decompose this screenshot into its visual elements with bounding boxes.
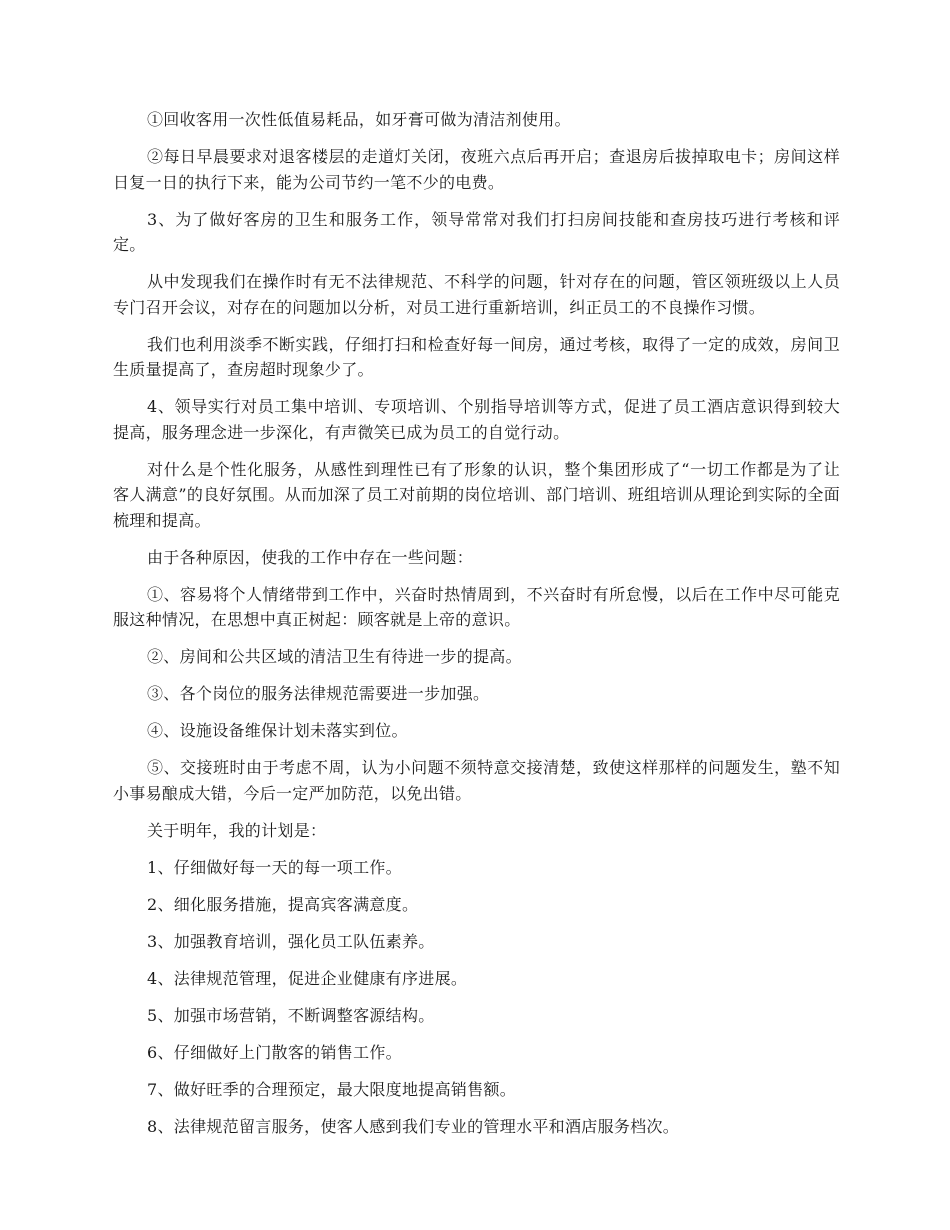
paragraph-10: ②、房间和公共区域的清洁卫生有待进一步的提高。 — [147, 647, 522, 666]
paragraph-20: 6、仔细做好上门散客的销售工作。 — [147, 1042, 402, 1062]
paragraph-19: 5、加强市场营销，不断调整客源结构。 — [147, 1005, 435, 1025]
paragraph-18: 4、法律规范管理，促进企业健康有序进展。 — [147, 968, 468, 988]
paragraph-12: ④、设施设备维保计划未落实到位。 — [147, 721, 408, 740]
paragraph-17: 3、加强教育培训，强化员工队伍素养。 — [147, 931, 435, 951]
paragraph-21: 7、做好旺季的合理预定，最大限度地提高销售额。 — [147, 1079, 517, 1099]
paragraph-7: 对什么是个性化服务，从感性到理性已有了形象的认识，整个集团形成了“一切工作都是为了让客人满意”的良好氛围。从而加深了员工对前期的岗位培训、部门培训、班组培训从理论到实际的全面梳理和提高。 — [113, 459, 840, 530]
paragraph-2: ②每日早晨要求对退客楼层的走道灯关闭，夜班六点后再开启；查退房后拔掉取电卡；房间这样日复一日的执行下来，能为公司节约一笔不少的电费。 — [113, 147, 840, 192]
document-page — [113, 107, 840, 1151]
paragraph-8: 由于各种原因，使我的工作中存在一些问题： — [147, 547, 474, 567]
paragraph-16: 2、细化服务措施，提高宾客满意度。 — [147, 894, 419, 914]
paragraph-5: 我们也利用淡季不断实践，仔细打扫和检查好每一间房，通过考核，取得了一定的成效，房间卫生质量提高了，查房超时现象少了。 — [113, 334, 840, 379]
paragraph-14: 关于明年，我的计划是： — [147, 820, 327, 840]
paragraph-11: ③、各个岗位的服务法律规范需要进一步加强。 — [147, 684, 490, 703]
paragraph-9: ①、容易将个人情绪带到工作中，兴奋时热情周到，不兴奋时有所怠慢，以后在工作中尽可能克服这种情况，在思想中真正树起：顾客就是上帝的意识。 — [113, 584, 840, 629]
paragraph-1: ①回收客用一次性低值易耗品，如牙膏可做为清洁剂使用。 — [147, 110, 571, 129]
paragraph-15: 1、仔细做好每一天的每一项工作。 — [147, 857, 402, 877]
paragraph-4: 从中发现我们在操作时有无不法律规范、不科学的问题，针对存在的问题，管区领班级以上人员专门召开会议，对存在的问题加以分析，对员工进行重新培训，纠正员工的不良操作习惯。 — [113, 272, 840, 317]
paragraph-6: 4、领导实行对员工集中培训、专项培训、个别指导培训等方式，促进了员工酒店意识得到较大提高，服务理念进一步深化，有声微笑已成为员工的自觉行动。 — [113, 397, 840, 442]
paragraph-13: ⑤、交接班时由于考虑不周，认为小问题不须特意交接清楚，致使这样那样的问题发生，塾不知小事易酿成大错，今后一定严加防范，以免出错。 — [113, 758, 840, 803]
paragraph-3: 3、为了做好客房的卫生和服务工作，领导常常对我们打扫房间技能和查房技巧进行考核和评定。 — [113, 209, 840, 254]
paragraph-22: 8、法律规范留言服务，使客人感到我们专业的管理水平和酒店服务档次。 — [147, 1116, 680, 1136]
